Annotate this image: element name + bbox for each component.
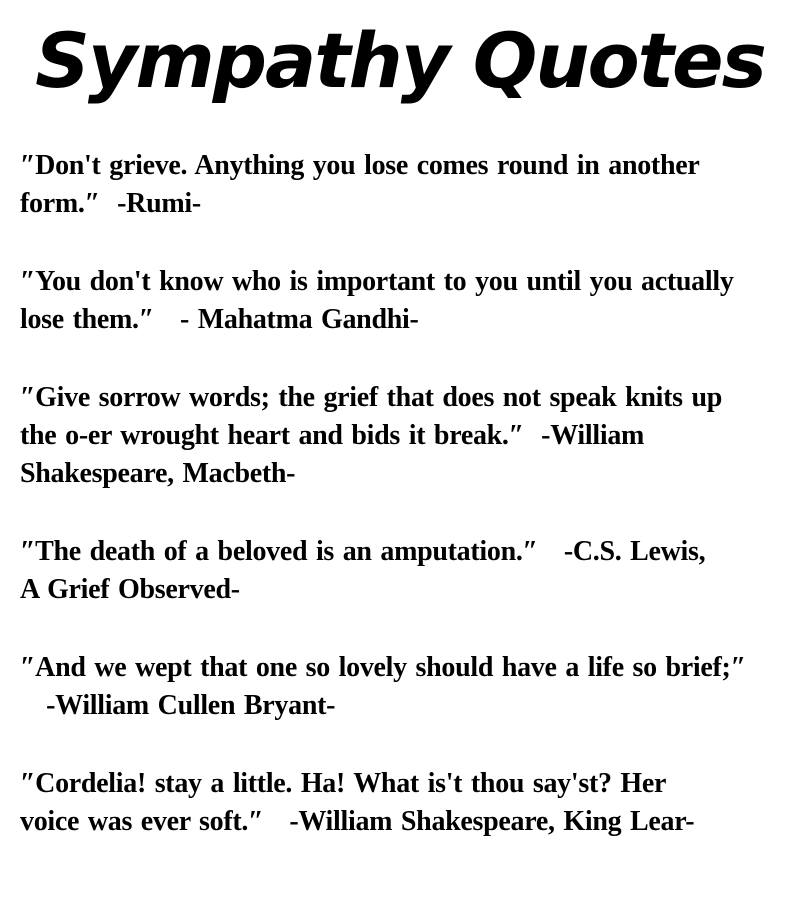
page-title: Sympathy Quotes (35, 16, 765, 105)
quote-item (20, 765, 780, 841)
quote-item (20, 379, 780, 493)
quote-line: A Grief Observed- (20, 573, 240, 605)
quote-line: the o-er wrought heart and bids it break.″ -William (20, 419, 645, 451)
quote-line: lose them.″ - Mahatma Gandhi- (20, 303, 419, 335)
quote-line: voice was ever soft.″ -William Shakespeare, King Lear- (20, 805, 695, 837)
quote-line: Shakespeare, Macbeth- (20, 457, 296, 489)
quote-line: ″Give sorrow words; the grief that does not speak knits up (20, 381, 723, 413)
quote-item (20, 533, 780, 609)
quote-line: ″Don't grieve. Anything you lose comes round in another (20, 149, 700, 181)
quote-line: ″And we wept that one so lovely should have a life so brief;″ (20, 651, 746, 683)
quotes-list (0, 147, 800, 841)
quote-item (20, 649, 780, 725)
quote-line: ″The death of a beloved is an amputation.″ -C.S. Lewis, (20, 535, 706, 567)
quote-line: form.″ -Rumi- (20, 187, 201, 219)
quote-item (20, 263, 780, 339)
quote-line: ″Cordelia! stay a little. Ha! What is't thou say'st? Her (20, 767, 667, 799)
quote-item (20, 147, 780, 223)
quote-line: ″You don't know who is important to you until you actually (20, 265, 734, 297)
quote-line: -William Cullen Bryant- (20, 689, 336, 721)
quotes-page (0, 10, 800, 900)
